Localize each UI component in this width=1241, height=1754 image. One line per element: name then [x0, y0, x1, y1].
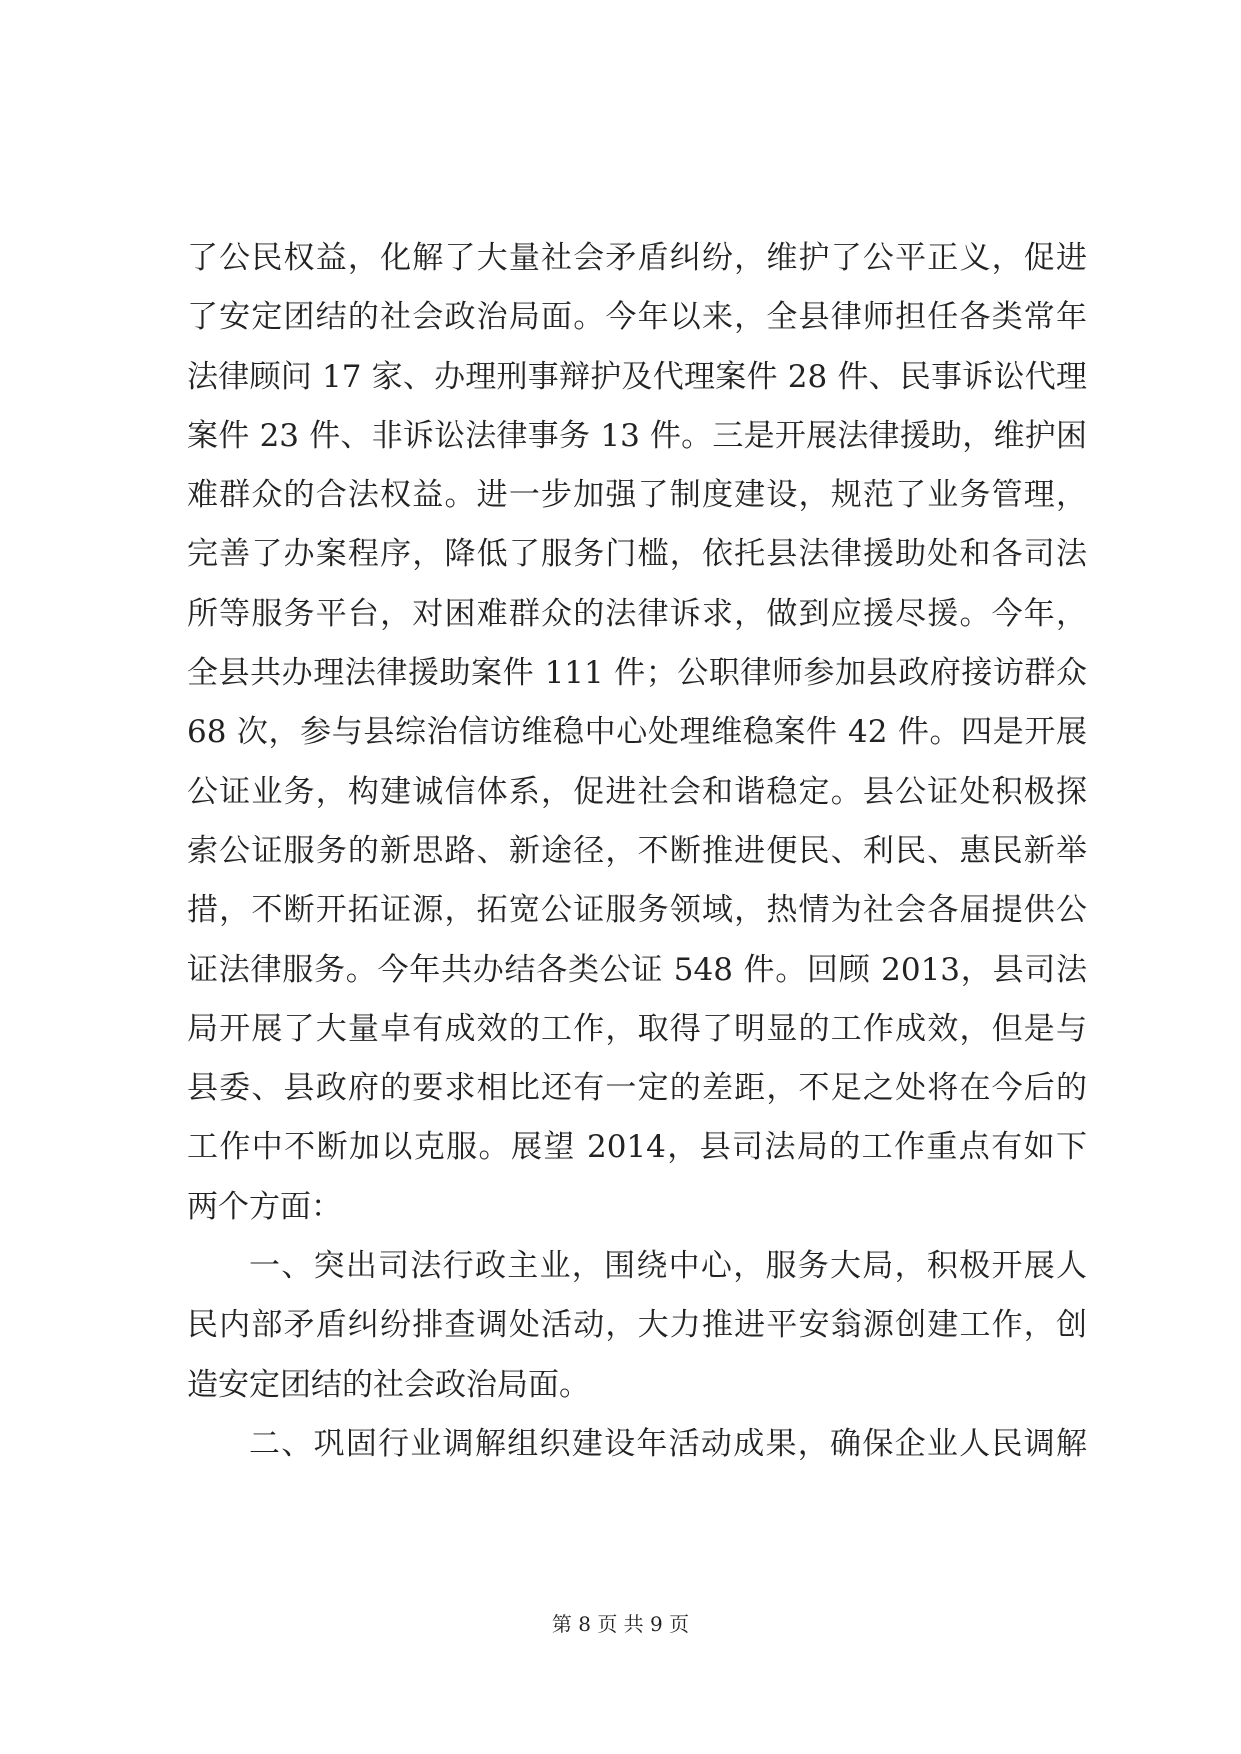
text-line: 完善了办案程序，降低了服务门槛，依托县法律援助处和各司法 — [187, 536, 1087, 573]
text-line: 公证业务，构建诚信体系，促进社会和谐稳定。县公证处积极探 — [187, 773, 1087, 810]
text-line: 措，不断开拓证源，拓宽公证服务领域，热情为社会各届提供公 — [187, 892, 1087, 929]
text-line: 民内部矛盾纠纷排查调处活动，大力推进平安翁源创建工作，创 — [187, 1307, 1087, 1344]
text-line: 法律顾问 17 家、办理刑事辩护及代理案件 28 件、民事诉讼代理 — [187, 358, 1087, 395]
text-line: 了公民权益，化解了大量社会矛盾纠纷，维护了公平正义，促进 — [187, 240, 1087, 276]
text-line: 全县共办理法律援助案件 111 件；公职律师参加县政府接访群众 — [187, 655, 1087, 692]
text-line: 一、突出司法行政主业，围绕中心，服务大局，积极开展人 — [249, 1248, 1087, 1285]
text-line: 所等服务平台，对困难群众的法律诉求，做到应援尽援。今年， — [187, 595, 1087, 632]
text-line: 局开展了大量卓有成效的工作，取得了明显的工作成效，但是与 — [187, 1010, 1087, 1047]
text-line: 工作中不断加以克服。展望 2014，县司法局的工作重点有如下 — [187, 1129, 1087, 1166]
text-line: 二、巩固行业调解组织建设年活动成果，确保企业人民调解 — [249, 1425, 1087, 1462]
text-line: 索公证服务的新思路、新途径，不断推进便民、利民、惠民新举 — [187, 832, 1087, 869]
text-line: 难群众的合法权益。进一步加强了制度建设，规范了业务管理， — [187, 477, 1087, 514]
text-line: 造安定团结的社会政治局面。 — [187, 1366, 590, 1403]
text-line: 县委、县政府的要求相比还有一定的差距，不足之处将在今后的 — [187, 1070, 1087, 1107]
text-line: 了安定团结的社会政治局面。今年以来，全县律师担任各类常年 — [187, 299, 1087, 336]
text-line: 68 次，参与县综治信访维稳中心处理维稳案件 42 件。四是开展 — [187, 714, 1087, 751]
page-footer: 第 8 页 共 9 页 — [551, 1612, 690, 1636]
text-line: 案件 23 件、非诉讼法律事务 13 件。三是开展法律援助，维护困 — [187, 417, 1087, 454]
text-line: 证法律服务。今年共办结各类公证 548 件。回顾 2013，县司法 — [187, 951, 1087, 988]
document-body — [187, 229, 1087, 1474]
text-line: 两个方面： — [187, 1188, 342, 1225]
